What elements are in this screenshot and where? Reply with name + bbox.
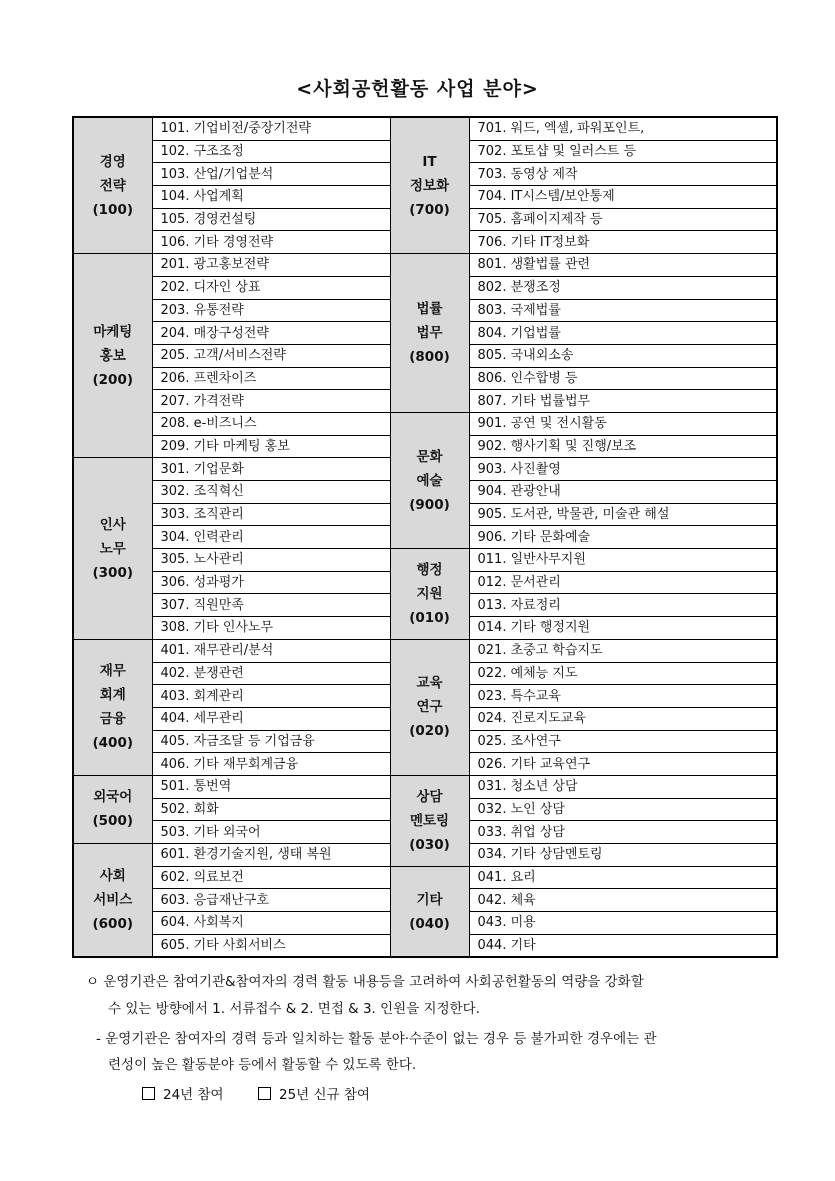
category-cell (73, 844, 152, 958)
category-cell (390, 412, 469, 548)
activity-item: 704. IT시스템/보안통제 (469, 186, 777, 209)
activity-item: 013. 자료정리 (469, 594, 777, 617)
activity-item: 802. 분쟁조정 (469, 276, 777, 299)
category-label: 법무 (416, 325, 443, 342)
activity-item: 503. 기타 외국어 (152, 821, 390, 844)
category-label: 인사 (99, 516, 126, 533)
table-row (73, 866, 777, 889)
checkbox-icon[interactable] (142, 1087, 155, 1100)
activity-item: 208. e-비즈니스 (152, 412, 390, 435)
category-label: 멘토링 (409, 812, 450, 829)
activity-item: 402. 분쟁관련 (152, 662, 390, 685)
category-label: 서비스 (93, 892, 133, 909)
activity-item: 902. 행사기획 및 진행/보조 (469, 435, 777, 458)
activity-item: 805. 국내외소송 (469, 344, 777, 367)
activity-item: 025. 조사연구 (469, 730, 777, 753)
activity-item: 014. 기타 행정지원 (469, 617, 777, 640)
category-cell (73, 639, 152, 775)
activity-item: 804. 기업법률 (469, 322, 777, 345)
activity-item: 206. 프렌차이즈 (152, 367, 390, 390)
activity-item: 011. 일반사무지원 (469, 549, 777, 572)
category-label: 외국어 (93, 789, 133, 806)
activity-item: 044. 기타 (469, 934, 777, 957)
activity-item: 026. 기타 교육연구 (469, 753, 777, 776)
activity-item: 301. 기업문화 (152, 458, 390, 481)
activity-item: 403. 회계관리 (152, 685, 390, 708)
activity-item: 803. 국제법률 (469, 299, 777, 322)
category-label: 마케팅 (93, 323, 133, 340)
category-label: 사회 (99, 868, 126, 885)
category-label: 문화 (416, 448, 443, 465)
checkbox-24-participation[interactable] (142, 1083, 224, 1103)
category-label: (800) (409, 349, 450, 366)
activity-item: 207. 가격전략 (152, 390, 390, 413)
activity-item: 905. 도서관, 박물관, 미술관 해설 (469, 503, 777, 526)
category-label: 전략 (99, 177, 126, 194)
activity-item: 306. 성과평가 (152, 571, 390, 594)
activity-item: 022. 예체능 지도 (469, 662, 777, 685)
activity-item: 801. 생활법률 관련 (469, 254, 777, 277)
activity-item: 307. 직원만족 (152, 594, 390, 617)
category-label: (020) (409, 723, 450, 740)
category-cell (73, 775, 152, 843)
category-label: 회계 (99, 687, 126, 704)
checkbox-label: 25년 신규 참여 (279, 1087, 370, 1103)
category-cell (73, 254, 152, 458)
activity-item: 806. 인수합병 등 (469, 367, 777, 390)
activity-item: 601. 환경기술지원, 생태 복원 (152, 844, 390, 867)
activity-item: 032. 노인 상담 (469, 798, 777, 821)
activity-item: 903. 사진촬영 (469, 458, 777, 481)
table-row (73, 775, 777, 798)
category-label: (400) (92, 735, 134, 752)
category-cell (390, 117, 469, 254)
category-cell (73, 458, 152, 640)
activity-item: 701. 워드, 엑셀, 파워포인트, (469, 117, 777, 140)
activity-item: 604. 사회복지 (152, 912, 390, 935)
category-label: (200) (92, 371, 134, 388)
category-label: (900) (409, 496, 450, 513)
checkbox-icon[interactable] (258, 1087, 271, 1100)
activity-item: 904. 관광안내 (469, 481, 777, 504)
category-label: 교육 (416, 675, 443, 692)
category-label: 경영 (99, 153, 126, 170)
activity-item: 043. 미용 (469, 912, 777, 935)
activity-item: 203. 유통전략 (152, 299, 390, 322)
activity-item: 906. 기타 문화예술 (469, 526, 777, 549)
activity-item: 012. 문서관리 (469, 571, 777, 594)
activity-item: 201. 광고홍보전략 (152, 254, 390, 277)
activity-item: 102. 구조조정 (152, 140, 390, 163)
activity-item: 304. 인력관리 (152, 526, 390, 549)
activity-item: 042. 체육 (469, 889, 777, 912)
activity-item: 033. 취업 상담 (469, 821, 777, 844)
table-row (73, 412, 777, 435)
category-label: (500) (92, 813, 134, 830)
activity-item: 705. 홈페이지제작 등 (469, 208, 777, 231)
category-cell (390, 254, 469, 413)
activity-item: 308. 기타 인사노무 (152, 617, 390, 640)
category-label: 정보화 (409, 177, 450, 194)
category-label: 금융 (99, 711, 126, 728)
page-title: <사회공헌활동 사업 분야> (296, 78, 539, 100)
activity-item: 706. 기타 IT정보화 (469, 231, 777, 254)
activity-item: 303. 조직관리 (152, 503, 390, 526)
activity-item: 103. 산업/기업분석 (152, 163, 390, 186)
activity-item: 209. 기타 마케팅 홍보 (152, 435, 390, 458)
category-label: 기타 (416, 891, 443, 908)
category-label: 노무 (99, 540, 126, 557)
activity-item: 901. 공연 및 전시활동 (469, 412, 777, 435)
category-cell (390, 866, 469, 957)
activity-item: 031. 청소년 상담 (469, 775, 777, 798)
activity-item: 406. 기타 재무회계금융 (152, 753, 390, 776)
category-label: (040) (409, 915, 450, 932)
category-cell (390, 639, 469, 775)
activity-item: 021. 초중고 학습지도 (469, 639, 777, 662)
category-cell (390, 549, 469, 640)
category-label: (010) (409, 609, 450, 626)
activity-item: 106. 기타 경영전략 (152, 231, 390, 254)
category-label: 재무 (99, 663, 126, 680)
category-cell (390, 775, 469, 866)
activity-item: 205. 고객/서비스전략 (152, 344, 390, 367)
category-label: (700) (409, 201, 450, 218)
activity-item: 302. 조직혁신 (152, 481, 390, 504)
activity-item: 401. 재무관리/분석 (152, 639, 390, 662)
activity-item: 024. 진로지도교육 (469, 707, 777, 730)
activity-item: 041. 요리 (469, 866, 777, 889)
activity-item: 202. 디자인 상표 (152, 276, 390, 299)
activity-item: 104. 사업계획 (152, 186, 390, 209)
table-row (73, 254, 777, 277)
table-row (73, 117, 777, 140)
category-label: 상담 (416, 788, 443, 805)
category-label: 예술 (416, 472, 443, 489)
note-sub-line: 련성이 높은 활동분야 등에서 활동할 수 있도록 한다. (108, 1057, 417, 1073)
activity-item: 702. 포토샵 및 일러스트 등 (469, 140, 777, 163)
checkbox-25-new-participation[interactable] (258, 1083, 370, 1103)
category-cell (73, 117, 152, 254)
table-row (73, 639, 777, 662)
checkbox-label: 24년 참여 (163, 1087, 224, 1103)
category-label: (600) (92, 916, 134, 933)
activity-item: 603. 응급재난구호 (152, 889, 390, 912)
note-bullet-line: ㅇ 운영기관은 참여기관&참여자의 경력 활동 내용등을 고려하여 사회공헌활동의 역량을 강화할 (86, 974, 644, 990)
category-label: 행정 (416, 561, 443, 578)
note-bullet-line: 수 있는 방향에서 1. 서류접수 & 2. 면접 & 3. 인원을 지정한다. (108, 1001, 481, 1017)
category-label: 연구 (416, 699, 443, 716)
activity-item: 204. 매장구성전략 (152, 322, 390, 345)
note-sub-line: - 운영기관은 참여자의 경력 등과 일치하는 활동 분야·수준이 없는 경우 등 불가피한 경우에는 관 (96, 1031, 657, 1047)
activity-item: 023. 특수교육 (469, 685, 777, 708)
category-label: (100) (92, 201, 134, 218)
category-label: (300) (92, 564, 134, 581)
category-label: 지원 (416, 585, 443, 602)
activity-item: 605. 기타 사회서비스 (152, 934, 390, 957)
activity-field-table (72, 116, 778, 958)
activity-item: 807. 기타 법률법무 (469, 390, 777, 413)
activity-item: 405. 자금조달 등 기업금융 (152, 730, 390, 753)
activity-item: 703. 동영상 제작 (469, 163, 777, 186)
activity-item: 034. 기타 상담멘토링 (469, 844, 777, 867)
activity-item: 105. 경영컨설팅 (152, 208, 390, 231)
table-row (73, 549, 777, 572)
activity-item: 404. 세무관리 (152, 707, 390, 730)
category-label: 법률 (416, 301, 443, 318)
category-label: IT (422, 153, 437, 170)
activity-item: 501. 통번역 (152, 775, 390, 798)
activity-item: 602. 의료보건 (152, 866, 390, 889)
category-label: 홍보 (99, 347, 126, 364)
activity-item: 305. 노사관리 (152, 549, 390, 572)
category-label: (030) (409, 836, 450, 853)
activity-item: 101. 기업비전/중장기전략 (152, 117, 390, 140)
activity-item: 502. 회화 (152, 798, 390, 821)
